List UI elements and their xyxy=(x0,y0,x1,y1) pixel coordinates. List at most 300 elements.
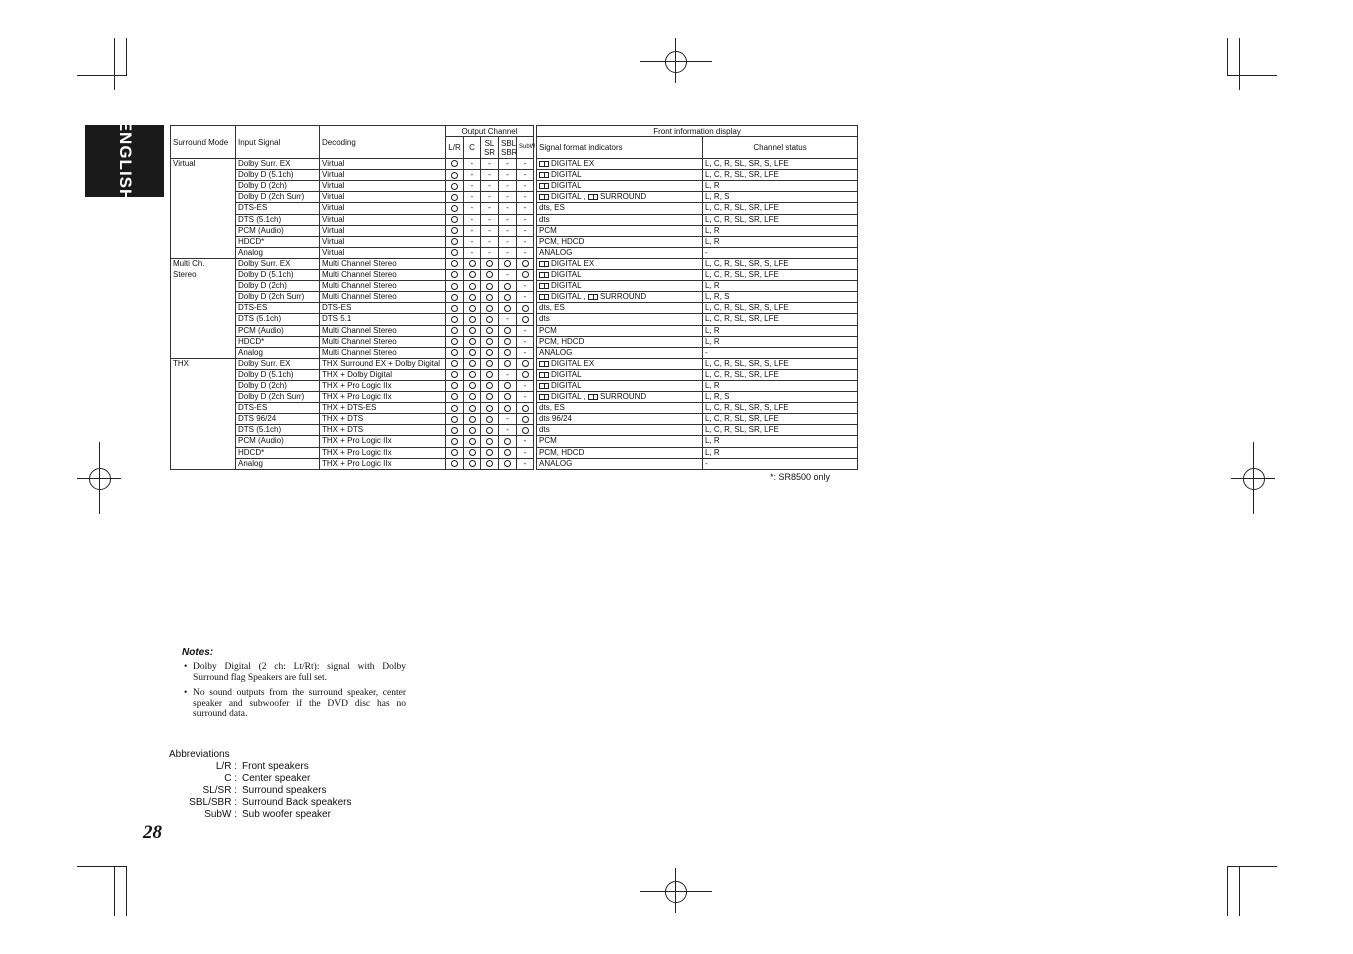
output-on-icon xyxy=(486,294,493,301)
header-decoding: Decoding xyxy=(320,126,446,159)
decoding-cell: Multi Channel Stereo xyxy=(320,258,446,269)
table-row xyxy=(171,425,858,436)
output-on-icon xyxy=(469,416,476,423)
signal-format-cell: PCM xyxy=(537,225,703,236)
output-on-icon xyxy=(451,460,458,467)
output-channel-cell xyxy=(446,447,464,458)
note-item: • No sound outputs from the surround speaker, center speaker and subwoofer if the DVD disc has no surround data. xyxy=(184,688,406,720)
dolby-logo-icon xyxy=(539,361,549,367)
input-signal-cell: Dolby D (2ch Surr) xyxy=(236,292,320,303)
output-channel-cell: - xyxy=(517,247,534,258)
table-row xyxy=(171,336,858,347)
output-on-icon xyxy=(451,438,458,445)
signal-format-cell: DIGITAL xyxy=(537,369,703,380)
decoding-cell: THX + DTS-ES xyxy=(320,403,446,414)
output-channel-cell: - xyxy=(517,436,534,447)
input-signal-cell: Dolby D (5.1ch) xyxy=(236,170,320,181)
header-sl-sr: SL SR xyxy=(481,137,499,159)
channel-status-cell: L, C, R, SL, SR, LFE xyxy=(703,203,858,214)
output-on-icon xyxy=(522,371,529,378)
output-on-icon xyxy=(504,360,511,367)
output-on-icon xyxy=(451,393,458,400)
header-subw: SubW xyxy=(517,137,534,159)
output-on-icon xyxy=(451,227,458,234)
output-channel-cell xyxy=(446,181,464,192)
input-signal-cell: PCM (Audio) xyxy=(236,325,320,336)
output-on-icon xyxy=(486,427,493,434)
output-channel-cell xyxy=(464,336,481,347)
table-row xyxy=(171,236,858,247)
signal-format-cell: dts xyxy=(537,314,703,325)
output-channel-cell: - xyxy=(517,325,534,336)
header-surround-mode: Surround Mode xyxy=(171,126,236,159)
output-channel-cell: - xyxy=(499,203,517,214)
channel-status-cell: L, C, R, SL, SR, S, LFE xyxy=(703,258,858,269)
input-signal-cell: DTS-ES xyxy=(236,203,320,214)
output-channel-cell xyxy=(446,270,464,281)
decoding-cell: Virtual xyxy=(320,203,446,214)
output-on-icon xyxy=(469,305,476,312)
output-on-icon xyxy=(451,172,458,179)
output-channel-cell xyxy=(446,214,464,225)
output-on-icon xyxy=(522,271,529,278)
output-on-icon xyxy=(451,371,458,378)
input-signal-cell: DTS (5.1ch) xyxy=(236,214,320,225)
output-on-icon xyxy=(522,316,529,323)
output-on-icon xyxy=(469,393,476,400)
output-on-icon xyxy=(469,438,476,445)
table-row xyxy=(171,380,858,391)
input-signal-cell: Dolby Surr. EX xyxy=(236,159,320,170)
output-channel-cell xyxy=(446,436,464,447)
decoding-cell: Multi Channel Stereo xyxy=(320,336,446,347)
output-channel-cell: - xyxy=(517,159,534,170)
output-on-icon xyxy=(486,305,493,312)
signal-format-cell: dts 96/24 xyxy=(537,414,703,425)
output-on-icon xyxy=(451,249,458,256)
input-signal-cell: Dolby D (5.1ch) xyxy=(236,270,320,281)
output-channel-cell xyxy=(446,303,464,314)
channel-status-cell: - xyxy=(703,347,858,358)
dolby-logo-icon xyxy=(539,383,549,389)
output-on-icon xyxy=(451,449,458,456)
channel-status-cell: L, C, R, SL, SR, LFE xyxy=(703,270,858,281)
decoding-cell: THX + Dolby Digital xyxy=(320,369,446,380)
output-on-icon xyxy=(469,349,476,356)
output-on-icon xyxy=(469,449,476,456)
decoding-cell: Multi Channel Stereo xyxy=(320,347,446,358)
surround-mode-cell xyxy=(171,403,236,414)
output-channel-cell xyxy=(481,347,499,358)
output-on-icon xyxy=(504,260,511,267)
output-channel-cell: - xyxy=(464,214,481,225)
channel-status-cell: L, R xyxy=(703,336,858,347)
output-channel-cell xyxy=(499,380,517,391)
output-on-icon xyxy=(486,405,493,412)
decoding-cell: THX + DTS xyxy=(320,425,446,436)
output-channel-cell: - xyxy=(464,170,481,181)
output-channel-cell xyxy=(464,380,481,391)
output-channel-cell xyxy=(446,347,464,358)
output-on-icon xyxy=(451,260,458,267)
output-on-icon xyxy=(451,205,458,212)
notes-title: Notes: xyxy=(182,647,214,658)
output-channel-cell xyxy=(464,358,481,369)
input-signal-cell: Analog xyxy=(236,458,320,469)
signal-format-cell: DIGITAL , SURROUND xyxy=(537,392,703,403)
signal-format-cell: DIGITAL EX xyxy=(537,159,703,170)
output-on-icon xyxy=(469,316,476,323)
surround-mode-cell: THX xyxy=(171,358,236,369)
output-on-icon xyxy=(504,327,511,334)
output-channel-cell xyxy=(517,314,534,325)
surround-mode-cell xyxy=(171,281,236,292)
table-row xyxy=(171,203,858,214)
dolby-logo-icon xyxy=(588,394,598,400)
surround-mode-cell: Virtual xyxy=(171,159,236,170)
input-signal-cell: Dolby D (2ch Surr) xyxy=(236,392,320,403)
channel-status-cell: L, C, R, SL, SR, LFE xyxy=(703,214,858,225)
signal-format-cell: PCM xyxy=(537,325,703,336)
output-channel-cell: - xyxy=(517,170,534,181)
input-signal-cell: Analog xyxy=(236,347,320,358)
output-channel-cell xyxy=(464,425,481,436)
table-row xyxy=(171,403,858,414)
decoding-cell: Virtual xyxy=(320,214,446,225)
channel-status-cell: L, C, R, SL, SR, LFE xyxy=(703,314,858,325)
output-channel-cell xyxy=(517,270,534,281)
output-channel-cell xyxy=(517,425,534,436)
table-row xyxy=(171,303,858,314)
output-channel-cell xyxy=(446,225,464,236)
output-on-icon xyxy=(451,349,458,356)
output-on-icon xyxy=(504,349,511,356)
decoding-cell: THX + DTS xyxy=(320,414,446,425)
surround-mode-cell xyxy=(171,314,236,325)
output-channel-cell xyxy=(464,436,481,447)
decoding-cell: Virtual xyxy=(320,247,446,258)
header-c: C xyxy=(464,137,481,159)
output-channel-cell: - xyxy=(481,192,499,203)
decoding-cell: THX + Pro Logic IIx xyxy=(320,380,446,391)
dolby-logo-icon xyxy=(539,172,549,178)
table-row xyxy=(171,458,858,469)
output-channel-cell xyxy=(499,336,517,347)
surround-mode-cell xyxy=(171,414,236,425)
output-channel-cell: - xyxy=(517,347,534,358)
output-on-icon xyxy=(469,427,476,434)
output-channel-cell xyxy=(446,369,464,380)
dolby-logo-icon xyxy=(539,272,549,278)
output-on-icon xyxy=(486,327,493,334)
output-channel-cell: - xyxy=(464,203,481,214)
output-on-icon xyxy=(451,216,458,223)
output-channel-cell: - xyxy=(499,159,517,170)
output-on-icon xyxy=(486,260,493,267)
output-on-icon xyxy=(486,349,493,356)
table-row xyxy=(171,369,858,380)
surround-mode-cell xyxy=(171,247,236,258)
signal-format-cell: DIGITAL EX xyxy=(537,358,703,369)
output-channel-cell xyxy=(481,358,499,369)
output-channel-cell xyxy=(464,303,481,314)
output-on-icon xyxy=(486,438,493,445)
abbreviations-list xyxy=(175,761,352,821)
decoding-cell: THX Surround EX + Dolby Digital xyxy=(320,358,446,369)
output-on-icon xyxy=(486,460,493,467)
output-on-icon xyxy=(451,416,458,423)
dolby-logo-icon xyxy=(539,161,549,167)
output-on-icon xyxy=(469,327,476,334)
output-channel-cell xyxy=(446,314,464,325)
output-channel-cell xyxy=(499,403,517,414)
output-on-icon xyxy=(469,283,476,290)
output-channel-cell: - xyxy=(517,380,534,391)
channel-status-cell: L, R xyxy=(703,225,858,236)
decoding-cell: Virtual xyxy=(320,236,446,247)
signal-format-cell: dts xyxy=(537,214,703,225)
table-row xyxy=(171,281,858,292)
signal-format-cell: DIGITAL , SURROUND xyxy=(537,192,703,203)
channel-status-cell: L, C, R, SL, SR, LFE xyxy=(703,425,858,436)
table-row xyxy=(171,225,858,236)
surround-mode-cell xyxy=(171,292,236,303)
output-on-icon xyxy=(451,338,458,345)
output-channel-cell xyxy=(464,258,481,269)
output-channel-cell xyxy=(481,458,499,469)
output-channel-cell xyxy=(464,414,481,425)
output-on-icon xyxy=(504,382,511,389)
output-on-icon xyxy=(451,283,458,290)
output-channel-cell xyxy=(481,292,499,303)
output-on-icon xyxy=(451,271,458,278)
decoding-cell: Virtual xyxy=(320,181,446,192)
table-row xyxy=(171,192,858,203)
output-channel-cell: - xyxy=(464,225,481,236)
output-channel-cell xyxy=(499,281,517,292)
header-signal-format: Signal format indicators xyxy=(537,137,703,159)
header-lr: L/R xyxy=(446,137,464,159)
output-channel-cell: - xyxy=(499,225,517,236)
output-on-icon xyxy=(486,271,493,278)
output-channel-cell xyxy=(517,414,534,425)
surround-mode-cell xyxy=(171,347,236,358)
output-channel-cell xyxy=(446,258,464,269)
output-channel-cell: - xyxy=(499,192,517,203)
output-on-icon xyxy=(504,438,511,445)
page-number: 28 xyxy=(143,822,162,843)
output-channel-cell xyxy=(464,458,481,469)
output-on-icon xyxy=(486,316,493,323)
table-row xyxy=(171,447,858,458)
output-channel-cell xyxy=(446,403,464,414)
input-signal-cell: PCM (Audio) xyxy=(236,436,320,447)
output-channel-cell xyxy=(464,392,481,403)
output-channel-cell xyxy=(517,369,534,380)
note-item: • Dolby Digital (2 ch: Lt/Rt): signal with Dolby Surround flag Speakers are full set. xyxy=(184,662,406,683)
surround-mode-cell xyxy=(171,436,236,447)
output-channel-cell: - xyxy=(481,214,499,225)
output-channel-cell xyxy=(446,247,464,258)
output-channel-cell xyxy=(499,392,517,403)
surround-mode-cell xyxy=(171,458,236,469)
input-signal-cell: Dolby D (2ch Surr) xyxy=(236,192,320,203)
surround-mode-cell xyxy=(171,181,236,192)
abbreviation-row: SubW : Sub woofer speaker xyxy=(204,809,331,820)
output-channel-cell xyxy=(499,458,517,469)
input-signal-cell: DTS-ES xyxy=(236,303,320,314)
output-channel-cell xyxy=(517,258,534,269)
output-channel-cell: - xyxy=(517,292,534,303)
output-channel-cell: - xyxy=(517,336,534,347)
dolby-logo-icon xyxy=(588,194,598,200)
output-channel-cell xyxy=(446,281,464,292)
output-on-icon xyxy=(469,382,476,389)
output-channel-cell xyxy=(464,270,481,281)
output-on-icon xyxy=(504,449,511,456)
output-channel-cell: - xyxy=(499,270,517,281)
output-channel-cell xyxy=(481,336,499,347)
output-channel-cell xyxy=(481,369,499,380)
channel-status-cell: L, R, S xyxy=(703,192,858,203)
table-row xyxy=(171,181,858,192)
output-on-icon xyxy=(451,316,458,323)
output-channel-cell xyxy=(481,281,499,292)
surround-mode-cell xyxy=(171,425,236,436)
output-on-icon xyxy=(451,382,458,389)
language-tab-label: ENGLISH xyxy=(115,119,135,203)
output-channel-cell xyxy=(446,192,464,203)
decoding-cell: Virtual xyxy=(320,192,446,203)
output-channel-cell xyxy=(481,325,499,336)
channel-status-cell: L, C, R, SL, SR, LFE xyxy=(703,170,858,181)
output-channel-cell xyxy=(464,314,481,325)
output-on-icon xyxy=(486,382,493,389)
input-signal-cell: Dolby Surr. EX xyxy=(236,358,320,369)
output-channel-cell xyxy=(446,425,464,436)
output-channel-cell xyxy=(446,325,464,336)
input-signal-cell: HDCD* xyxy=(236,236,320,247)
abbreviation-row: C : Center speaker xyxy=(224,773,311,784)
output-channel-cell xyxy=(446,170,464,181)
channel-status-cell: L, C, R, SL, SR, S, LFE xyxy=(703,358,858,369)
decoding-cell: THX + Pro Logic IIx xyxy=(320,447,446,458)
output-on-icon xyxy=(522,260,529,267)
decoding-cell: Multi Channel Stereo xyxy=(320,281,446,292)
output-channel-cell: - xyxy=(481,181,499,192)
header-input-signal: Input Signal xyxy=(236,126,320,159)
output-channel-cell: - xyxy=(499,425,517,436)
channel-status-cell: L, R xyxy=(703,380,858,391)
channel-status-cell: L, R xyxy=(703,325,858,336)
signal-format-cell: ANALOG xyxy=(537,458,703,469)
output-channel-cell: - xyxy=(499,247,517,258)
output-on-icon xyxy=(451,327,458,334)
table-row xyxy=(171,392,858,403)
output-channel-cell xyxy=(446,159,464,170)
output-on-icon xyxy=(451,405,458,412)
output-on-icon xyxy=(469,460,476,467)
table-row xyxy=(171,159,858,170)
decoding-cell: DTS-ES xyxy=(320,303,446,314)
output-channel-cell xyxy=(446,236,464,247)
output-on-icon xyxy=(486,393,493,400)
output-channel-cell: - xyxy=(481,247,499,258)
input-signal-cell: Dolby Surr. EX xyxy=(236,258,320,269)
input-signal-cell: HDCD* xyxy=(236,336,320,347)
signal-format-cell: DIGITAL xyxy=(537,170,703,181)
output-channel-cell xyxy=(481,447,499,458)
output-on-icon xyxy=(504,283,511,290)
output-on-icon xyxy=(451,360,458,367)
output-channel-cell xyxy=(481,380,499,391)
surround-mode-cell xyxy=(171,325,236,336)
dolby-logo-icon xyxy=(539,372,549,378)
channel-status-cell: - xyxy=(703,458,858,469)
output-channel-cell xyxy=(446,458,464,469)
surround-mode-cell xyxy=(171,369,236,380)
channel-status-cell: L, C, R, SL, SR, S, LFE xyxy=(703,303,858,314)
output-channel-cell: - xyxy=(464,247,481,258)
output-channel-cell: - xyxy=(517,181,534,192)
output-channel-cell: - xyxy=(481,170,499,181)
header-channel-status: Channel status xyxy=(703,137,858,159)
output-channel-cell xyxy=(464,292,481,303)
channel-status-cell: L, R xyxy=(703,281,858,292)
output-on-icon xyxy=(451,294,458,301)
header-sbl-sbr: SBL SBR xyxy=(499,137,517,159)
output-channel-cell: - xyxy=(499,181,517,192)
surround-mode-cell: Stereo xyxy=(171,270,236,281)
output-channel-cell xyxy=(464,281,481,292)
output-channel-cell: - xyxy=(499,414,517,425)
surround-mode-cell xyxy=(171,303,236,314)
output-channel-cell xyxy=(446,336,464,347)
signal-format-cell: DIGITAL EX xyxy=(537,258,703,269)
channel-status-cell: L, R xyxy=(703,181,858,192)
signal-format-cell: PCM, HDCD xyxy=(537,336,703,347)
output-channel-cell xyxy=(517,403,534,414)
dolby-logo-icon xyxy=(539,194,549,200)
surround-mode-cell xyxy=(171,336,236,347)
signal-format-cell: PCM, HDCD xyxy=(537,447,703,458)
output-channel-cell xyxy=(481,403,499,414)
output-channel-cell: - xyxy=(499,214,517,225)
decoding-cell: Multi Channel Stereo xyxy=(320,270,446,281)
input-signal-cell: DTS (5.1ch) xyxy=(236,425,320,436)
output-on-icon xyxy=(469,360,476,367)
output-channel-cell: - xyxy=(481,236,499,247)
surround-mode-cell xyxy=(171,447,236,458)
signal-format-cell: DIGITAL xyxy=(537,270,703,281)
header-output-channel: Output Channel xyxy=(446,126,534,137)
signal-format-cell: DIGITAL xyxy=(537,380,703,391)
output-channel-cell: - xyxy=(499,369,517,380)
output-on-icon xyxy=(522,405,529,412)
output-channel-cell xyxy=(481,314,499,325)
surround-mode-cell xyxy=(171,192,236,203)
table-row xyxy=(171,314,858,325)
signal-format-cell: dts, ES xyxy=(537,203,703,214)
dolby-logo-icon xyxy=(539,283,549,289)
footnote: *: SR8500 only xyxy=(770,472,831,482)
surround-mode-cell xyxy=(171,380,236,391)
abbreviation-row: SBL/SBR : Surround Back speakers xyxy=(189,797,352,808)
table-row xyxy=(171,414,858,425)
abbreviations-title: Abbreviations xyxy=(169,749,230,760)
output-channel-cell: - xyxy=(481,203,499,214)
output-channel-cell xyxy=(464,325,481,336)
